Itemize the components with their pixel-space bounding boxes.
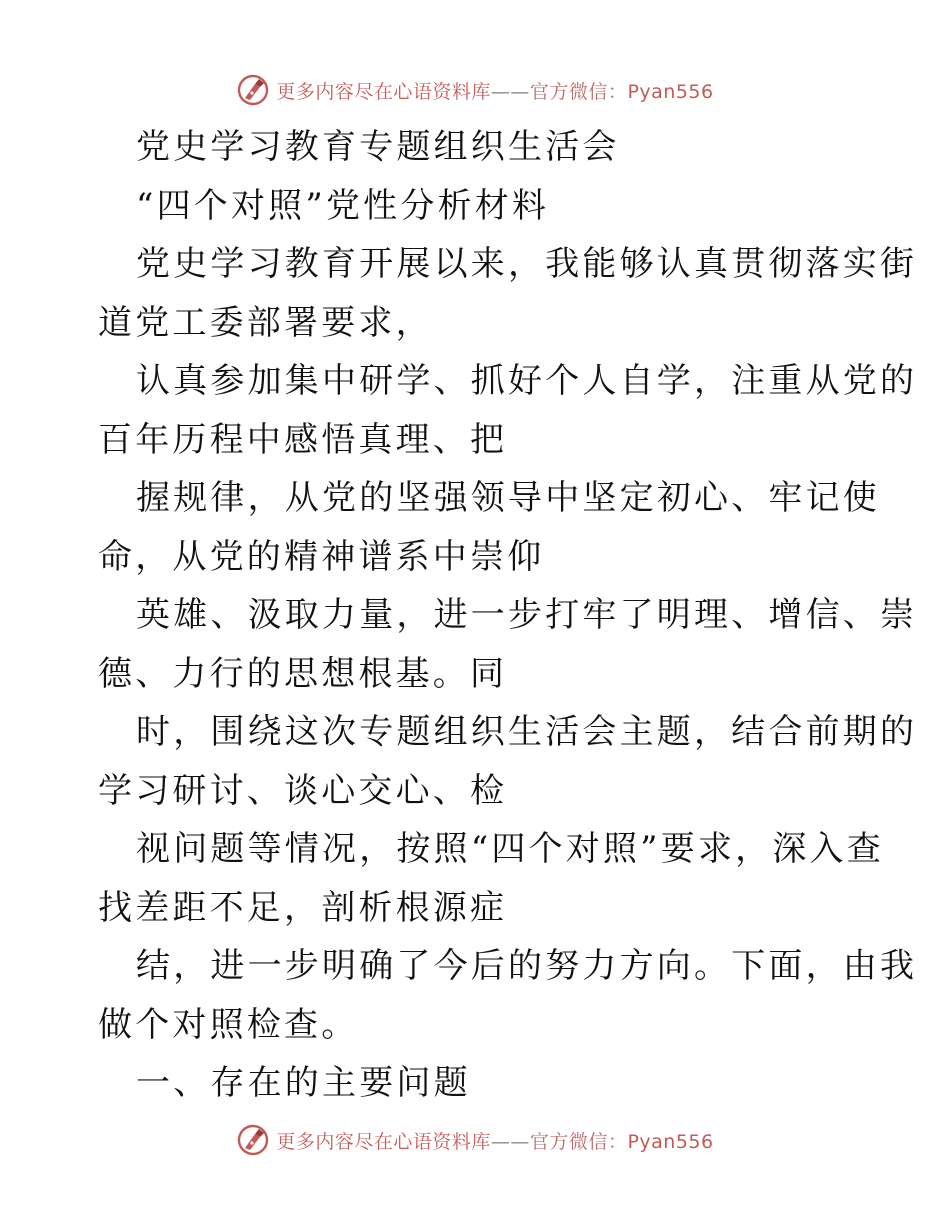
document-line: 结，进一步明确了今后的努力方向。下面，由我: [136, 946, 918, 986]
watermark-wechat-label: 官方微信：: [529, 80, 628, 103]
document-line: 握规律，从党的坚强领导中坚定初心、牢记使: [136, 478, 880, 518]
document-line: 德、力行的思想根基。同: [98, 653, 508, 694]
watermark-text: [276, 77, 713, 104]
watermark-wechat-id: Pyan556: [627, 1130, 714, 1153]
pen-nib-circle-icon: [236, 73, 270, 107]
document-line: 百年历程中感悟真理、把: [98, 419, 508, 460]
document-line: 视问题等情况，按照“四个对照”要求，深入查: [136, 829, 884, 869]
watermark-brand: 更多内容尽在心语资料库: [276, 80, 491, 103]
document-line: 党史学习教育开展以来，我能够认真贯彻落实街: [136, 244, 918, 284]
document-line: 道党工委部署要求，: [98, 302, 433, 343]
watermark-dash: ——: [490, 1130, 530, 1153]
document-line: 做个对照检查。: [98, 1004, 359, 1045]
document-line: 党史学习教育专题组织生活会: [136, 127, 620, 167]
document-line: 认真参加集中研学、抓好个人自学，注重从党的: [136, 361, 918, 401]
watermark-brand: 更多内容尽在心语资料库: [276, 1130, 491, 1153]
document-line: 找差距不足，剖析根源症: [98, 887, 508, 928]
document-line: 学习研讨、谈心交心、检: [98, 770, 508, 811]
watermark-wechat-label: 官方微信：: [529, 1130, 628, 1153]
footer-watermark-banner: [0, 1120, 950, 1160]
watermark-dash: ——: [490, 80, 530, 103]
document-line: 一、存在的主要问题: [136, 1063, 471, 1103]
document-body: [98, 118, 918, 1113]
watermark-wechat-id: Pyan556: [627, 80, 714, 103]
document-line: 时，围绕这次专题组织生活会主题，结合前期的: [136, 712, 918, 752]
document-line: 英雄、汲取力量，进一步打牢了明理、增信、崇: [136, 595, 918, 635]
header-watermark-banner: [0, 70, 950, 110]
watermark-text: [276, 1127, 713, 1154]
document-line: “四个对照”党性分析材料: [136, 185, 550, 226]
pen-nib-circle-icon: [236, 1123, 270, 1157]
document-line: 命，从党的精神谱系中崇仰: [98, 536, 545, 577]
